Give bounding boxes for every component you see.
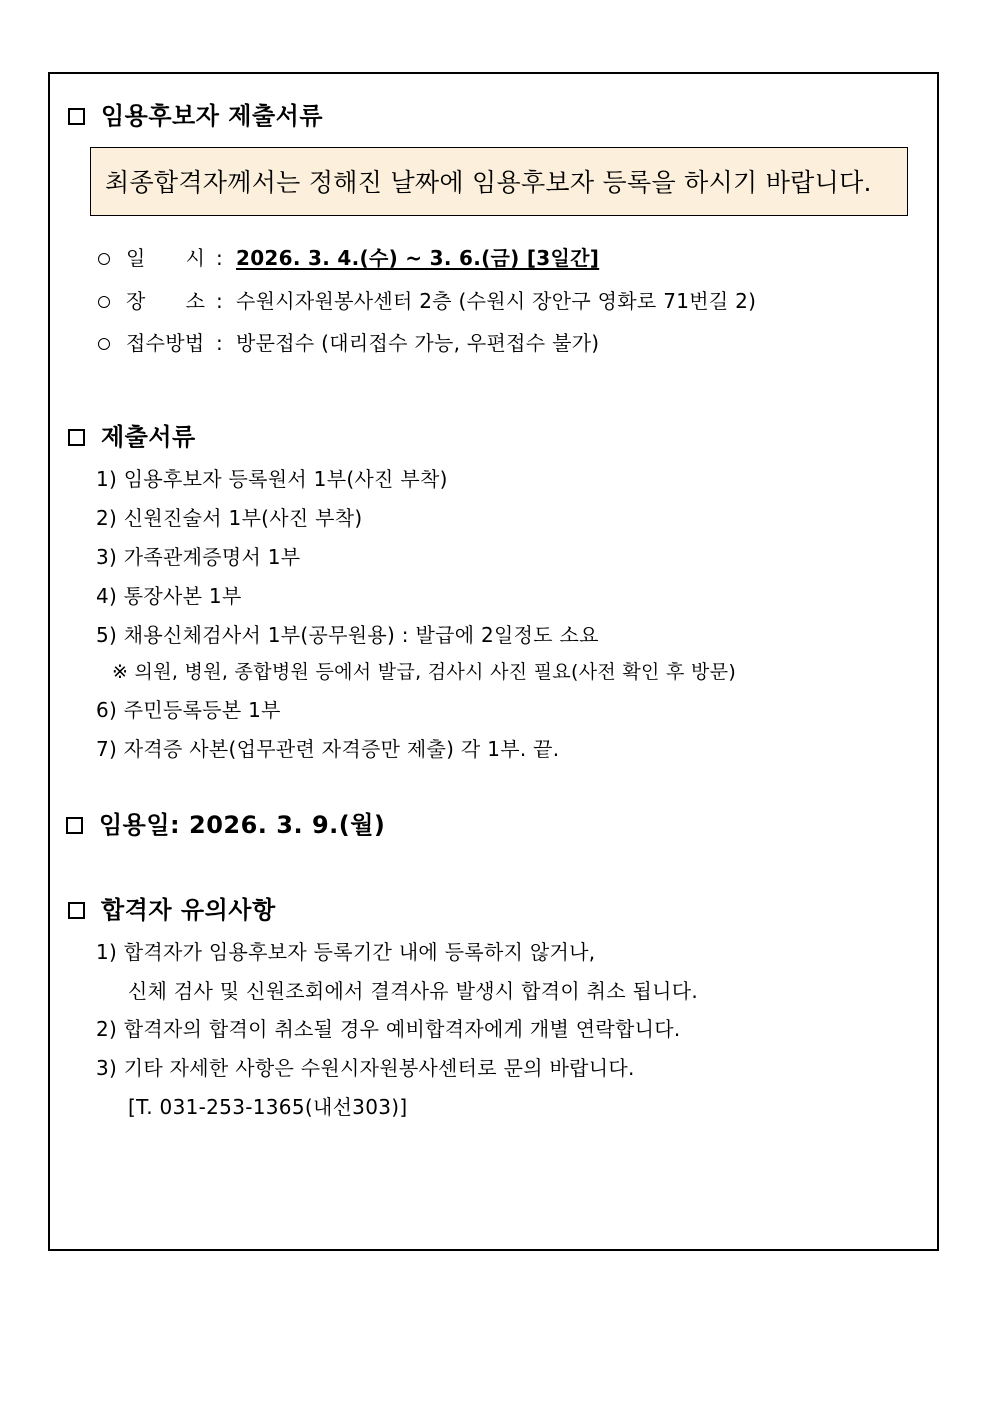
place-row [98, 285, 756, 314]
document-item: 5) 채용신체검사서 1부(공무원용) : 발급에 2일정도 소요 [96, 623, 599, 647]
circle-bullet-icon [98, 296, 110, 308]
note-line: 2) 합격자의 합격이 취소될 경우 예비합격자에게 개별 연락합니다. [96, 1017, 681, 1041]
section-title: 임용후보자 제출서류 [101, 102, 324, 130]
checkbox-square-icon [68, 429, 85, 446]
place-label: 장 소 [126, 289, 206, 313]
date-value: 2026. 3. 4.(수) ~ 3. 6.(금) [3일간] [236, 246, 600, 270]
document-item: 7) 자격증 사본(업무관련 자격증만 제출) 각 1부. 끝. [96, 737, 560, 761]
section-heading-appointment [66, 805, 385, 840]
appointment-date: 임용일: 2026. 3. 9.(월) [99, 811, 386, 839]
document-item: 4) 통장사본 1부 [96, 584, 242, 608]
checkbox-square-icon [68, 108, 85, 125]
circle-bullet-icon [98, 338, 110, 350]
document-item: 3) 가족관계증명서 1부 [96, 545, 301, 569]
colon: : [216, 246, 224, 270]
document-item: 2) 신원진술서 1부(사진 부착) [96, 506, 363, 530]
note-line: 3) 기타 자세한 사항은 수원시자원봉사센터로 문의 바랍니다. [96, 1056, 635, 1080]
contact-phone: [T. 031-253-1365(내선303)] [128, 1095, 408, 1119]
section-heading-notes [68, 890, 276, 925]
document-item: 6) 주민등록등본 1부 [96, 698, 281, 722]
note-line: 1) 합격자가 임용후보자 등록기간 내에 등록하지 않거나, [96, 940, 596, 964]
method-value: 방문접수 (대리접수 가능, 우편접수 불가) [236, 331, 600, 355]
document-item: 1) 임용후보자 등록원서 1부(사진 부착) [96, 467, 448, 491]
checkbox-square-icon [66, 817, 83, 834]
section-title: 합격자 유의사항 [101, 896, 276, 924]
place-value: 수원시자원봉사센터 2층 (수원시 장안구 영화로 71번길 2) [236, 289, 757, 313]
section-heading-documents [68, 417, 196, 452]
checkbox-square-icon [68, 902, 85, 919]
date-label: 일 시 [126, 246, 206, 270]
document-note: ※ 의원, 병원, 종합병원 등에서 발급, 검사시 사진 필요(사전 확인 후 방문) [112, 661, 737, 683]
date-row [98, 242, 599, 271]
notice-banner: 최종합격자께서는 정해진 날짜에 임용후보자 등록을 하시기 바랍니다. [90, 147, 908, 216]
colon: : [216, 289, 224, 313]
circle-bullet-icon [98, 253, 110, 265]
section-heading-submission [68, 96, 323, 131]
method-label: 접수방법 [126, 331, 205, 355]
colon: : [216, 331, 224, 355]
note-line: 신체 검사 및 신원조회에서 결격사유 발생시 합격이 취소 됩니다. [128, 979, 699, 1003]
section-title: 제출서류 [101, 423, 196, 451]
method-row [98, 327, 599, 356]
